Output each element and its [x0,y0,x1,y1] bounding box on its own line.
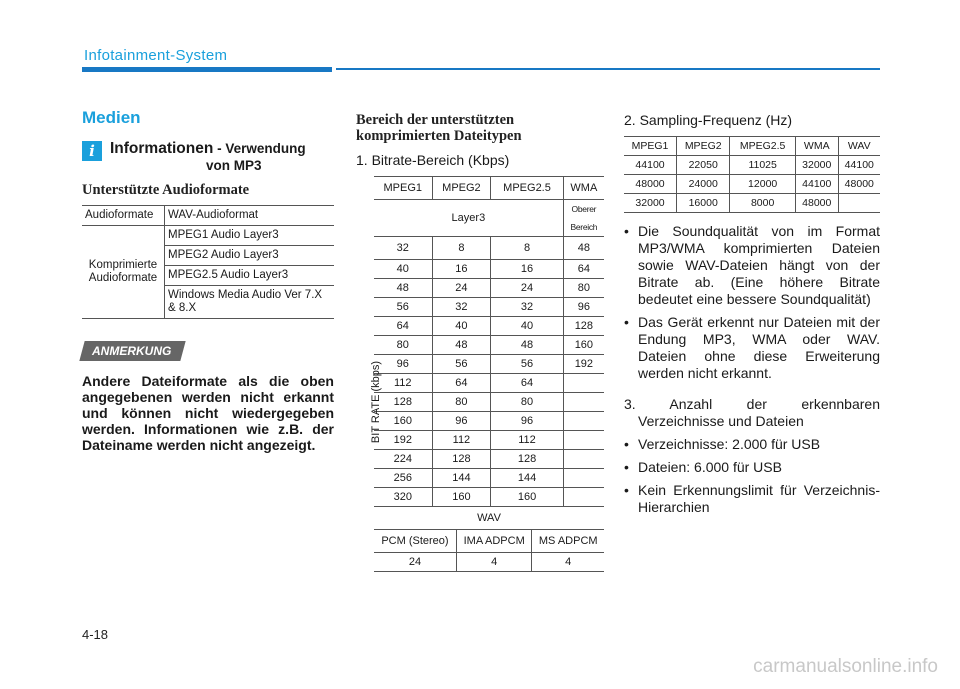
sampling-notes [624,223,880,382]
count-title-line2: Verzeichnisse und Dateien [638,413,804,429]
info-heading-text [110,140,306,174]
table-cell: 96 [432,412,491,431]
list-item: • Dateien: 6.000 für USB [624,459,880,476]
table-cell: 48000 [795,194,838,213]
table-cell: MPEG2 Audio Layer3 [165,246,335,266]
group-label-line1: Komprimierte [88,259,158,271]
sampling-title: 2. Sampling-Frequenz (Hz) [624,112,793,128]
table-header-cell: MPEG2 [677,137,730,156]
table-row [374,412,604,431]
table-cell: 160 [432,488,491,507]
table-cell: 8 [432,237,491,260]
table-cell: 4 [456,553,532,572]
bitrate-axis-label: BIT RATE (kbps) [370,360,382,444]
table-header-cell: MPEG1 [624,137,677,156]
table-cell: 64 [563,260,604,279]
table-header-cell: MPEG2.5 [491,177,563,200]
count-title-line1: 3. Anzahl der erkennbaren [624,396,880,412]
table-row [374,530,604,553]
table-header-cell: MPEG1 [374,177,432,200]
sampling-rows [624,156,880,213]
sampling-column [624,112,880,522]
table-row [374,317,604,336]
table-row [374,260,604,279]
table-cell: 128 [432,450,491,469]
table-cell [563,412,604,431]
table-cell: 24 [491,279,563,298]
info-rest: - Verwendung [213,141,306,156]
table-cell: 24 [374,553,456,572]
table-cell [563,393,604,412]
table-row [82,206,334,226]
layer3-label: Layer3 [374,200,563,237]
note-text: Andere Dateiformate als die oben angegebenen werden nicht erkannt und können nicht wiedergegeben werden. Informationen wie z.B. der Dateiname werden nicht angezeigt. [82,373,334,453]
table-cell: 11025 [730,156,796,175]
bitrate-subtitle: 1. Bitrate-Bereich (Kbps) [356,152,510,168]
table-header-cell: IMA ADPCM [456,530,532,553]
table-cell: 192 [563,355,604,374]
note-badge-label: ANMERKUNG [92,344,172,358]
list-item: • Kein Erkennungslimit für Verzeichnis-Hierarchien [624,482,880,516]
table-cell: 96 [491,412,563,431]
table-cell: 160 [563,336,604,355]
count-notes [624,436,880,516]
sampling-table [624,136,880,213]
table-cell: 80 [374,336,432,355]
table-cell: 48 [563,237,604,260]
table-cell: 64 [491,374,563,393]
table-cell: 16000 [677,194,730,213]
table-cell: 56 [432,355,491,374]
table-cell: 44100 [795,175,838,194]
table-cell: 44100 [624,156,677,175]
table-cell: 320 [374,488,432,507]
table-cell: 144 [432,469,491,488]
table-cell: MPEG1 Audio Layer3 [165,226,335,246]
header-rule [336,68,880,70]
audio-formats-title: Unterstützte Audioformate [82,182,250,198]
table-row [624,156,880,175]
table-cell [563,374,604,393]
table-row [624,137,880,156]
table-cell: 56 [374,298,432,317]
table-cell: 128 [563,317,604,336]
watermark: carmanualsonline.info [753,656,938,677]
table-cell: 112 [491,431,563,450]
table-cell: 112 [374,374,432,393]
table-cell: 32 [491,298,563,317]
table-cell: 32000 [624,194,677,213]
bitrate-section-title: Bereich der unterstützten komprimierten Dateitypen [356,112,522,144]
table-cell: 80 [491,393,563,412]
bitrate-rows [374,237,604,507]
header-title: Infotainment-System [84,47,228,64]
info-rest2: von MP3 [206,158,262,173]
table-cell [563,488,604,507]
table-cell: 144 [491,469,563,488]
info-heading [82,140,334,174]
table-cell: 56 [491,355,563,374]
table-cell: 22050 [677,156,730,175]
table-cell: 160 [374,412,432,431]
bitrate-table [374,176,604,530]
table-cell [563,450,604,469]
bitrate-column [356,112,606,572]
table-row [374,177,604,200]
table-cell: 48 [374,279,432,298]
table-row [374,450,604,469]
upper-range-line2: Bereich [570,222,598,232]
table-header-cell: WAV [838,137,880,156]
table-cell: 24000 [677,175,730,194]
audio-format-table [82,205,334,319]
table-cell: 32000 [795,156,838,175]
table-cell: 40 [374,260,432,279]
table-cell: 80 [432,393,491,412]
table-row [374,431,604,450]
table-cell: 48000 [838,175,880,194]
table-header-cell: WMA [563,177,604,200]
table-cell: 44100 [838,156,880,175]
table-cell: 256 [374,469,432,488]
table-cell: 64 [374,317,432,336]
media-column [82,108,334,453]
wav-label: WAV [374,507,604,530]
table-cell: 8 [491,237,563,260]
table-cell: 224 [374,450,432,469]
table-cell: 24 [432,279,491,298]
table-header-cell: MPEG2.5 [730,137,796,156]
table-cell: 32 [374,237,432,260]
table-row [374,279,604,298]
table-row [374,336,604,355]
table-cell: 4 [532,553,604,572]
table-cell: Windows Media Audio Ver 7.X & 8.X [165,286,335,319]
table-header-left: Audioformate [82,206,165,226]
table-cell: 48 [491,336,563,355]
table-row [374,469,604,488]
upper-range-line1: Oberer [571,204,597,214]
note-badge [79,341,186,361]
section-title: Medien [82,108,141,127]
info-icon: i [82,141,102,161]
table-row [374,298,604,317]
table-cell: 48000 [624,175,677,194]
info-main: Informationen [110,140,214,157]
list-item: • Die Soundqualität von im Format MP3/WMA komprimierten Dateien sowie WAV-Dateien hängt von der Bitrate ab. (Eine höhere Bitrate bedeutet eine bessere Soundqualität) [624,223,880,308]
table-header-cell: MS ADPCM [532,530,604,553]
table-cell: 128 [374,393,432,412]
table-header-right: WAV-Audioformat [165,206,335,226]
table-cell: 128 [491,450,563,469]
count-title [624,396,880,430]
table-row [374,553,604,572]
table-cell: 8000 [730,194,796,213]
table-row [374,237,604,260]
table-row [82,226,334,246]
table-row [374,393,604,412]
table-row [374,488,604,507]
table-row [624,175,880,194]
table-cell: 40 [432,317,491,336]
table-cell: 160 [491,488,563,507]
table-cell: MPEG2.5 Audio Layer3 [165,266,335,286]
table-cell: 64 [432,374,491,393]
bitrate-table-wrap [356,176,606,572]
table-row [374,507,604,530]
table-header-cell: MPEG2 [432,177,491,200]
table-header-cell: WMA [795,137,838,156]
list-item: • Das Gerät erkennt nur Dateien mit der Endung MP3, WMA oder WAV. Dateien ohne diese Erweiterung werden nicht erkannt. [624,314,880,382]
table-cell: 16 [432,260,491,279]
table-cell: 32 [432,298,491,317]
upper-range-label [563,200,604,237]
list-item: • Verzeichnisse: 2.000 für USB [624,436,880,453]
page-number: 4-18 [82,627,109,642]
table-row [374,200,604,237]
table-row [374,355,604,374]
table-cell: 96 [563,298,604,317]
table-header-cell: PCM (Stereo) [374,530,456,553]
table-cell [563,431,604,450]
table-cell: 80 [563,279,604,298]
table-cell: 12000 [730,175,796,194]
table-row [374,374,604,393]
group-label-line2: Audioformate [88,272,158,284]
wav-table [374,529,604,572]
table-cell: 192 [374,431,432,450]
table-cell: 48 [432,336,491,355]
table-cell: 96 [374,355,432,374]
table-cell [838,194,880,213]
table-cell: 112 [432,431,491,450]
header-bar [82,67,332,72]
table-cell: 40 [491,317,563,336]
table-row [624,194,880,213]
compressed-formats-label [82,226,165,319]
table-cell: 16 [491,260,563,279]
table-cell [563,469,604,488]
